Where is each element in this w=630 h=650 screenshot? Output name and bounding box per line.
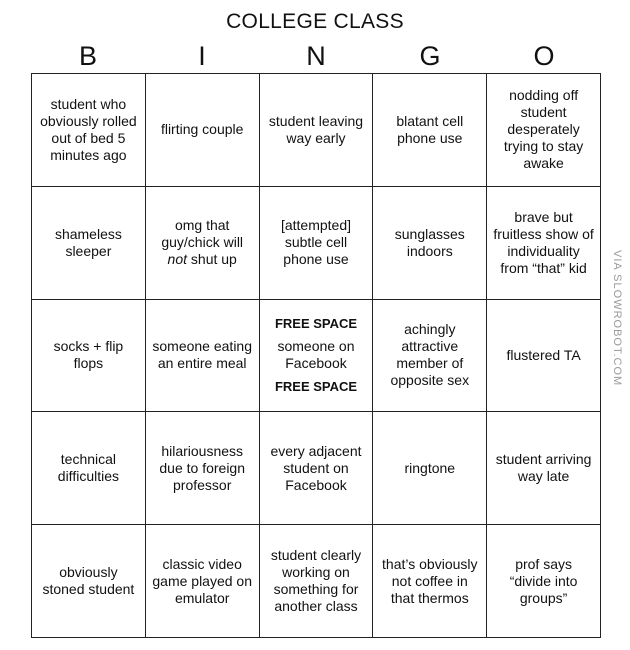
- free-space-text: someone on Facebook: [277, 338, 355, 372]
- bingo-cell: student leaving way early: [260, 74, 374, 187]
- page-title: COLLEGE CLASS: [226, 10, 404, 33]
- emphasis-text: not: [167, 251, 188, 268]
- watermark: VIA SLOWROBOT.COM: [611, 250, 623, 387]
- text-part: shut up: [187, 251, 237, 268]
- text-part: omg that guy/chick will: [161, 217, 244, 251]
- bingo-cell: nodding off student desperately trying to stay awake: [487, 74, 601, 187]
- bingo-cell: socks + flip flops: [32, 300, 146, 413]
- bingo-cell: student arriving way late: [487, 412, 601, 525]
- bingo-cell-text: [152, 217, 253, 268]
- bingo-cell: sunglasses indoors: [373, 187, 487, 300]
- free-space-cell: [260, 300, 374, 413]
- bingo-cell: flustered TA: [487, 300, 601, 413]
- bingo-cell: student who obviously rolled out of bed 5 minutes ago: [32, 74, 146, 187]
- bingo-cell: someone eating an entire meal: [146, 300, 260, 413]
- bingo-cell: that’s obviously not coffee in that thermos: [373, 525, 487, 638]
- bingo-cell: [attempted] subtle cell phone use: [260, 187, 374, 300]
- bingo-cell: prof says “divide into groups”: [487, 525, 601, 638]
- bingo-cell: technical difficulties: [32, 412, 146, 525]
- bingo-cell: [146, 187, 260, 300]
- bingo-cell: obviously stoned student: [32, 525, 146, 638]
- letter-o: O: [533, 41, 555, 71]
- bingo-cell: classic video game played on emulator: [146, 525, 260, 638]
- bingo-cell: shameless sleeper: [32, 187, 146, 300]
- bingo-cell: hilariousness due to foreign professor: [146, 412, 260, 525]
- bingo-cell: blatant cell phone use: [373, 74, 487, 187]
- bingo-cell: student clearly working on something for another class: [260, 525, 374, 638]
- bingo-cell: flirting couple: [146, 74, 260, 187]
- free-space-label: FREE SPACE: [274, 379, 358, 395]
- bingo-cell: achingly attractive member of opposite sex: [373, 300, 487, 413]
- bingo-cell: ringtone: [373, 412, 487, 525]
- bingo-cell: every adjacent student on Facebook: [260, 412, 374, 525]
- free-space-label: FREE SPACE: [274, 316, 358, 332]
- letter-g: G: [419, 41, 441, 71]
- bingo-letters-row: [31, 40, 601, 72]
- letter-n: N: [306, 41, 326, 71]
- bingo-cell: brave but fruitless show of individuality from “that” kid: [487, 187, 601, 300]
- bingo-board: [31, 73, 601, 638]
- letter-b: B: [78, 41, 97, 71]
- letter-i: I: [198, 41, 206, 71]
